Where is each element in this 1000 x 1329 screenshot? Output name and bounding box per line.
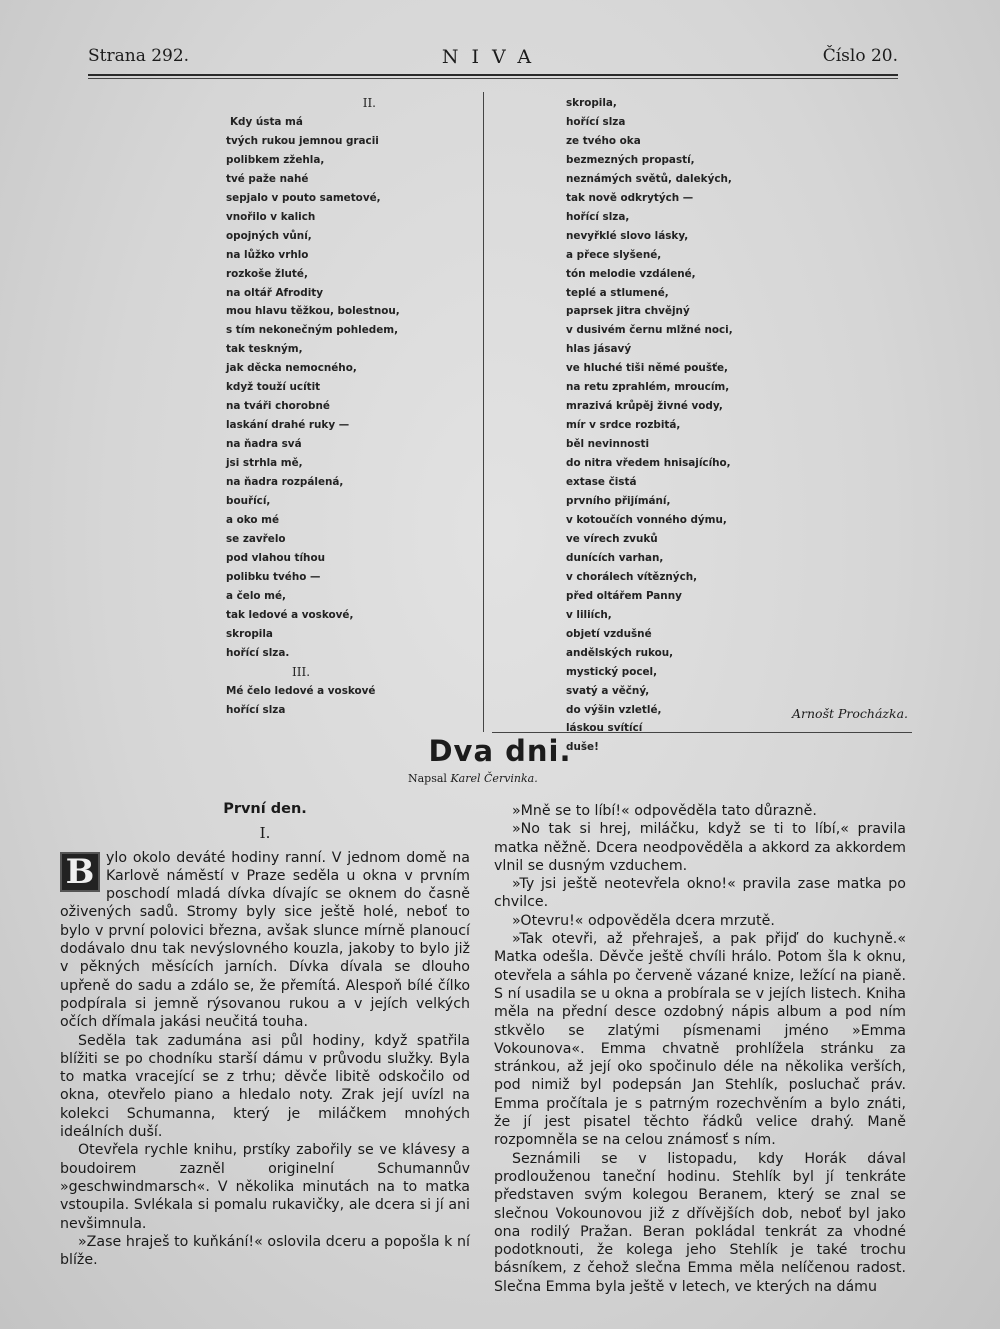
poem-line: mrazivá krůpěj živné vody, <box>566 400 723 413</box>
poem-line: a přece slyšené, <box>566 248 662 261</box>
poem-line: na ňadra svá <box>226 438 302 451</box>
poem-line: pod vlahou tíhou <box>226 551 325 564</box>
poem-line: polibku tvého — <box>226 570 321 583</box>
poem-line: s tím nekonečným pohledem, <box>226 324 399 337</box>
story-paragraph: Otevřela rychle knihu, prstíky zabořily se ve klávesy a boudoirem zazněl originelní Schumannův »geschwindmarsch«. V několika minutách na to matka vstoupila. Svlékala si pomalu rukavičky, ale dcera si jí ani nevšimnula. <box>60 1142 470 1232</box>
poem-line: hlas jásavý <box>566 343 632 356</box>
poem-line: v chorálech vítězných, <box>566 570 698 583</box>
poem-line: hořící slza <box>566 115 626 128</box>
byline-prefix: Napsal <box>408 772 447 785</box>
signature-rule <box>492 732 912 733</box>
poem-line: svatý a věčný, <box>566 684 650 697</box>
poem-line: Kdy ústa má <box>230 115 303 128</box>
header-rule-thin <box>88 78 898 79</box>
poem-section-number: II. <box>362 96 376 110</box>
poem-line: rozkoše žluté, <box>226 267 308 280</box>
poem-column-left <box>226 94 406 719</box>
story-paragraph: B ylo okolo deváté hodiny ranní. V jednom domě na Karlově náměstí v Praze seděla u okna v prvním poschodí mladá dívka dívajíc se oknem do časně oživených sadů. Stromy byly sice ještě holé, neboť to bylo v první polovici března, avšak slunce mírně planoucí dodávalo dnu tak nevýslovného kouzla, jakoby to bylo již v pěkných měsících jarních. Dívka dívala se dlouho upřeně do sadu a zdálo se, že přemítá. Alespoň bílé čílko podpírala si jemně rýsovanou rukou a v jejích velkých očích dřímala jakási neučitá touha. <box>60 849 470 1031</box>
poem-line: tak teskným, <box>226 343 303 356</box>
poem-line: a čelo mé, <box>226 589 286 602</box>
poem-line: hořící slza, <box>566 210 630 223</box>
poem-line: sepjalo v pouto sametové, <box>226 191 381 204</box>
poem-line: mystický pocel, <box>566 665 658 678</box>
poem-line: prvního přijímání, <box>566 495 671 508</box>
poem-line: bouřící, <box>226 495 271 508</box>
poem-line: v liliích, <box>566 608 612 621</box>
poem-line: tvých rukou jemnou gracii <box>226 134 379 147</box>
column-divider <box>483 92 484 732</box>
poem-line: extase čistá <box>566 476 637 489</box>
poem-line: hořící slza <box>226 703 286 716</box>
poem-line: tak nově odkrytých — <box>566 191 694 204</box>
poem-line: na oltář Afrodity <box>226 286 324 299</box>
poem-line: jak děcka nemocného, <box>226 362 357 375</box>
story-column-right <box>494 802 906 1296</box>
page-number: Strana 292. <box>88 46 190 66</box>
story-title: Dva dni. <box>428 734 572 768</box>
poem-line: běl nevinnosti <box>566 438 650 451</box>
page-header <box>88 46 898 76</box>
poem-line: ve vírech zvuků <box>566 532 658 545</box>
poem-line: duše! <box>566 741 599 754</box>
poem-line: hořící slza. <box>226 646 290 659</box>
poem-line: neznámých světů, dalekých, <box>566 172 732 185</box>
poem-line: Mé čelo ledové a voskové <box>226 684 376 697</box>
poem-line: objetí vzdušné <box>566 627 652 640</box>
header-rule <box>88 74 898 76</box>
drop-cap: B <box>60 852 100 892</box>
story-paragraph: »Otevru!« odpověděla dcera mrzutě. <box>512 912 775 929</box>
poem-signature: Arnošt Procházka. <box>792 706 908 721</box>
story-paragraph: »Mně se to líbí!« odpověděla tato důrazně. <box>512 803 817 819</box>
poem-line: mír v srdce rozbitá, <box>566 419 681 432</box>
poem-line: na lůžko vrhlo <box>226 248 309 261</box>
poem-line: paprsek jitra chvějný <box>566 305 690 318</box>
story-paragraph: Seděla tak zadumána asi půl hodiny, když spatřila blížiti se po chodníku starší dámu v průvodu služky. Byla to matka vracející se z trhu; děvče libitě odskočilo od okna, otevřelo piano a hledalo noty. Zrak její uvízl na kolekci Schumanna, který je miláčkem mnohých ideálních duší. <box>60 1032 470 1141</box>
poem-line: jsi strhla mě, <box>226 457 303 470</box>
poem-line: skropila <box>226 627 273 640</box>
story-paragraph: »Tak otevři, až přehraješ, a pak přijď do kuchyně.« Matka odešla. Děvče ještě chvíli hrálo. Potom šla k oknu, otevřela a sáhla po červeně vázané knize, ležící na pianě. S ní usadila se u okna a probírala se v jejích listech. Kniha měla na přední desce ozdobný nápis album a pod ním stkvělo se zlatými písmenami jméno »Emma Vokounova«. Emma chvatně prohlížela stránku za stránkou, až její oko spočinulo déle na několika verších, pod nimiž byl podepsán Jan Stehlík, posluchač práv. Emma pročítala je s patrným rozechvěním a bylo znáti, že jí jest pisatel těchto řádků velice drahý. Maně rozpomněla se na celou známosť s ním. <box>494 931 906 1149</box>
poem-line: a oko mé <box>226 513 280 526</box>
poem-line: láskou svítící <box>566 722 643 735</box>
poem-line: vnořilo v kalich <box>226 210 316 223</box>
chapter-number: I. <box>259 824 271 843</box>
story-paragraph: Seznámili se v listopadu, kdy Horák dával prodlouženou taneční hodinu. Stehlík byl jí tenkráte představen svým kolegou Beranem, který se znal se slečnou Vokounovou již z dřívějších dob, neboť byl jako ona rodilý Pražan. Beran pokládal tenkrát za vhodné podotknouti, že kolega jeho Stehlík je také trochu básníkem, z čehož slečna Emma měla nelíčenou radost. Slečna Emma byla ještě v letech, ve kterých na dámu <box>494 1150 906 1295</box>
poem-line: se zavřelo <box>226 532 286 545</box>
poem-line: ve hluché tiši němé poušťe, <box>566 362 728 375</box>
poem-line: před oltářem Panny <box>566 589 682 602</box>
poem-line: na tváři chorobné <box>226 400 330 413</box>
story-paragraph: »No tak si hrej, miláčku, když se ti to líbí,« pravila matka něžně. Dcera neodpověděla a akkord za akkordem vlnil se dusným vzduchem. <box>494 821 906 874</box>
poem-line: nevyřklé slovo lásky, <box>566 229 689 242</box>
poem-line: do nitra vředem hnisajícího, <box>566 457 731 470</box>
poem-line: v kotoučích vonného dýmu, <box>566 513 727 526</box>
poem-line: teplé a stlumené, <box>566 286 669 299</box>
poem-line: polibkem zžehla, <box>226 153 325 166</box>
poem-line: skropila, <box>566 97 617 109</box>
byline-author: Karel Červinka. <box>450 772 538 785</box>
poem-line: tón melodie vzdálené, <box>566 267 696 280</box>
poem-line: mou hlavu těžkou, bolestnou, <box>226 305 400 318</box>
poem-line: na retu zprahlém, mroucím, <box>566 381 730 394</box>
story-paragraph: »Ty jsi ještě neotevřela okno!« pravila zase matka po chvilce. <box>494 876 906 911</box>
poem-line: andělských rukou, <box>566 646 674 659</box>
poem-line: tvé paže nahé <box>226 172 309 185</box>
poem-line: ze tvého oka <box>566 134 641 147</box>
poem-line: tak ledové a voskové, <box>226 608 354 621</box>
journal-title: NIVA <box>441 46 545 68</box>
poem-line: dunících varhan, <box>566 551 664 564</box>
poem-column-right <box>566 94 746 757</box>
poem-line: v dusivém černu mlžné noci, <box>566 324 733 337</box>
section-heading: První den. <box>223 801 307 817</box>
story-paragraph: »Zase hraješ to kuňkání!« oslovila dceru a popošla k ní blíže. <box>60 1233 470 1269</box>
poem-section-number: III. <box>291 664 311 679</box>
poem-line: bezmezných propastí, <box>566 153 695 166</box>
issue-number: Číslo 20. <box>822 46 898 66</box>
poem-line: laskání drahé ruky — <box>226 419 350 432</box>
poem-line: na ňadra rozpálená, <box>226 476 344 489</box>
poem-line: opojných vůní, <box>226 229 312 242</box>
poem-line: když touží ucítit <box>226 381 321 394</box>
poem-line: do výšin vzletlé, <box>566 703 662 716</box>
byline <box>408 772 538 785</box>
story-column-left <box>60 800 470 1269</box>
